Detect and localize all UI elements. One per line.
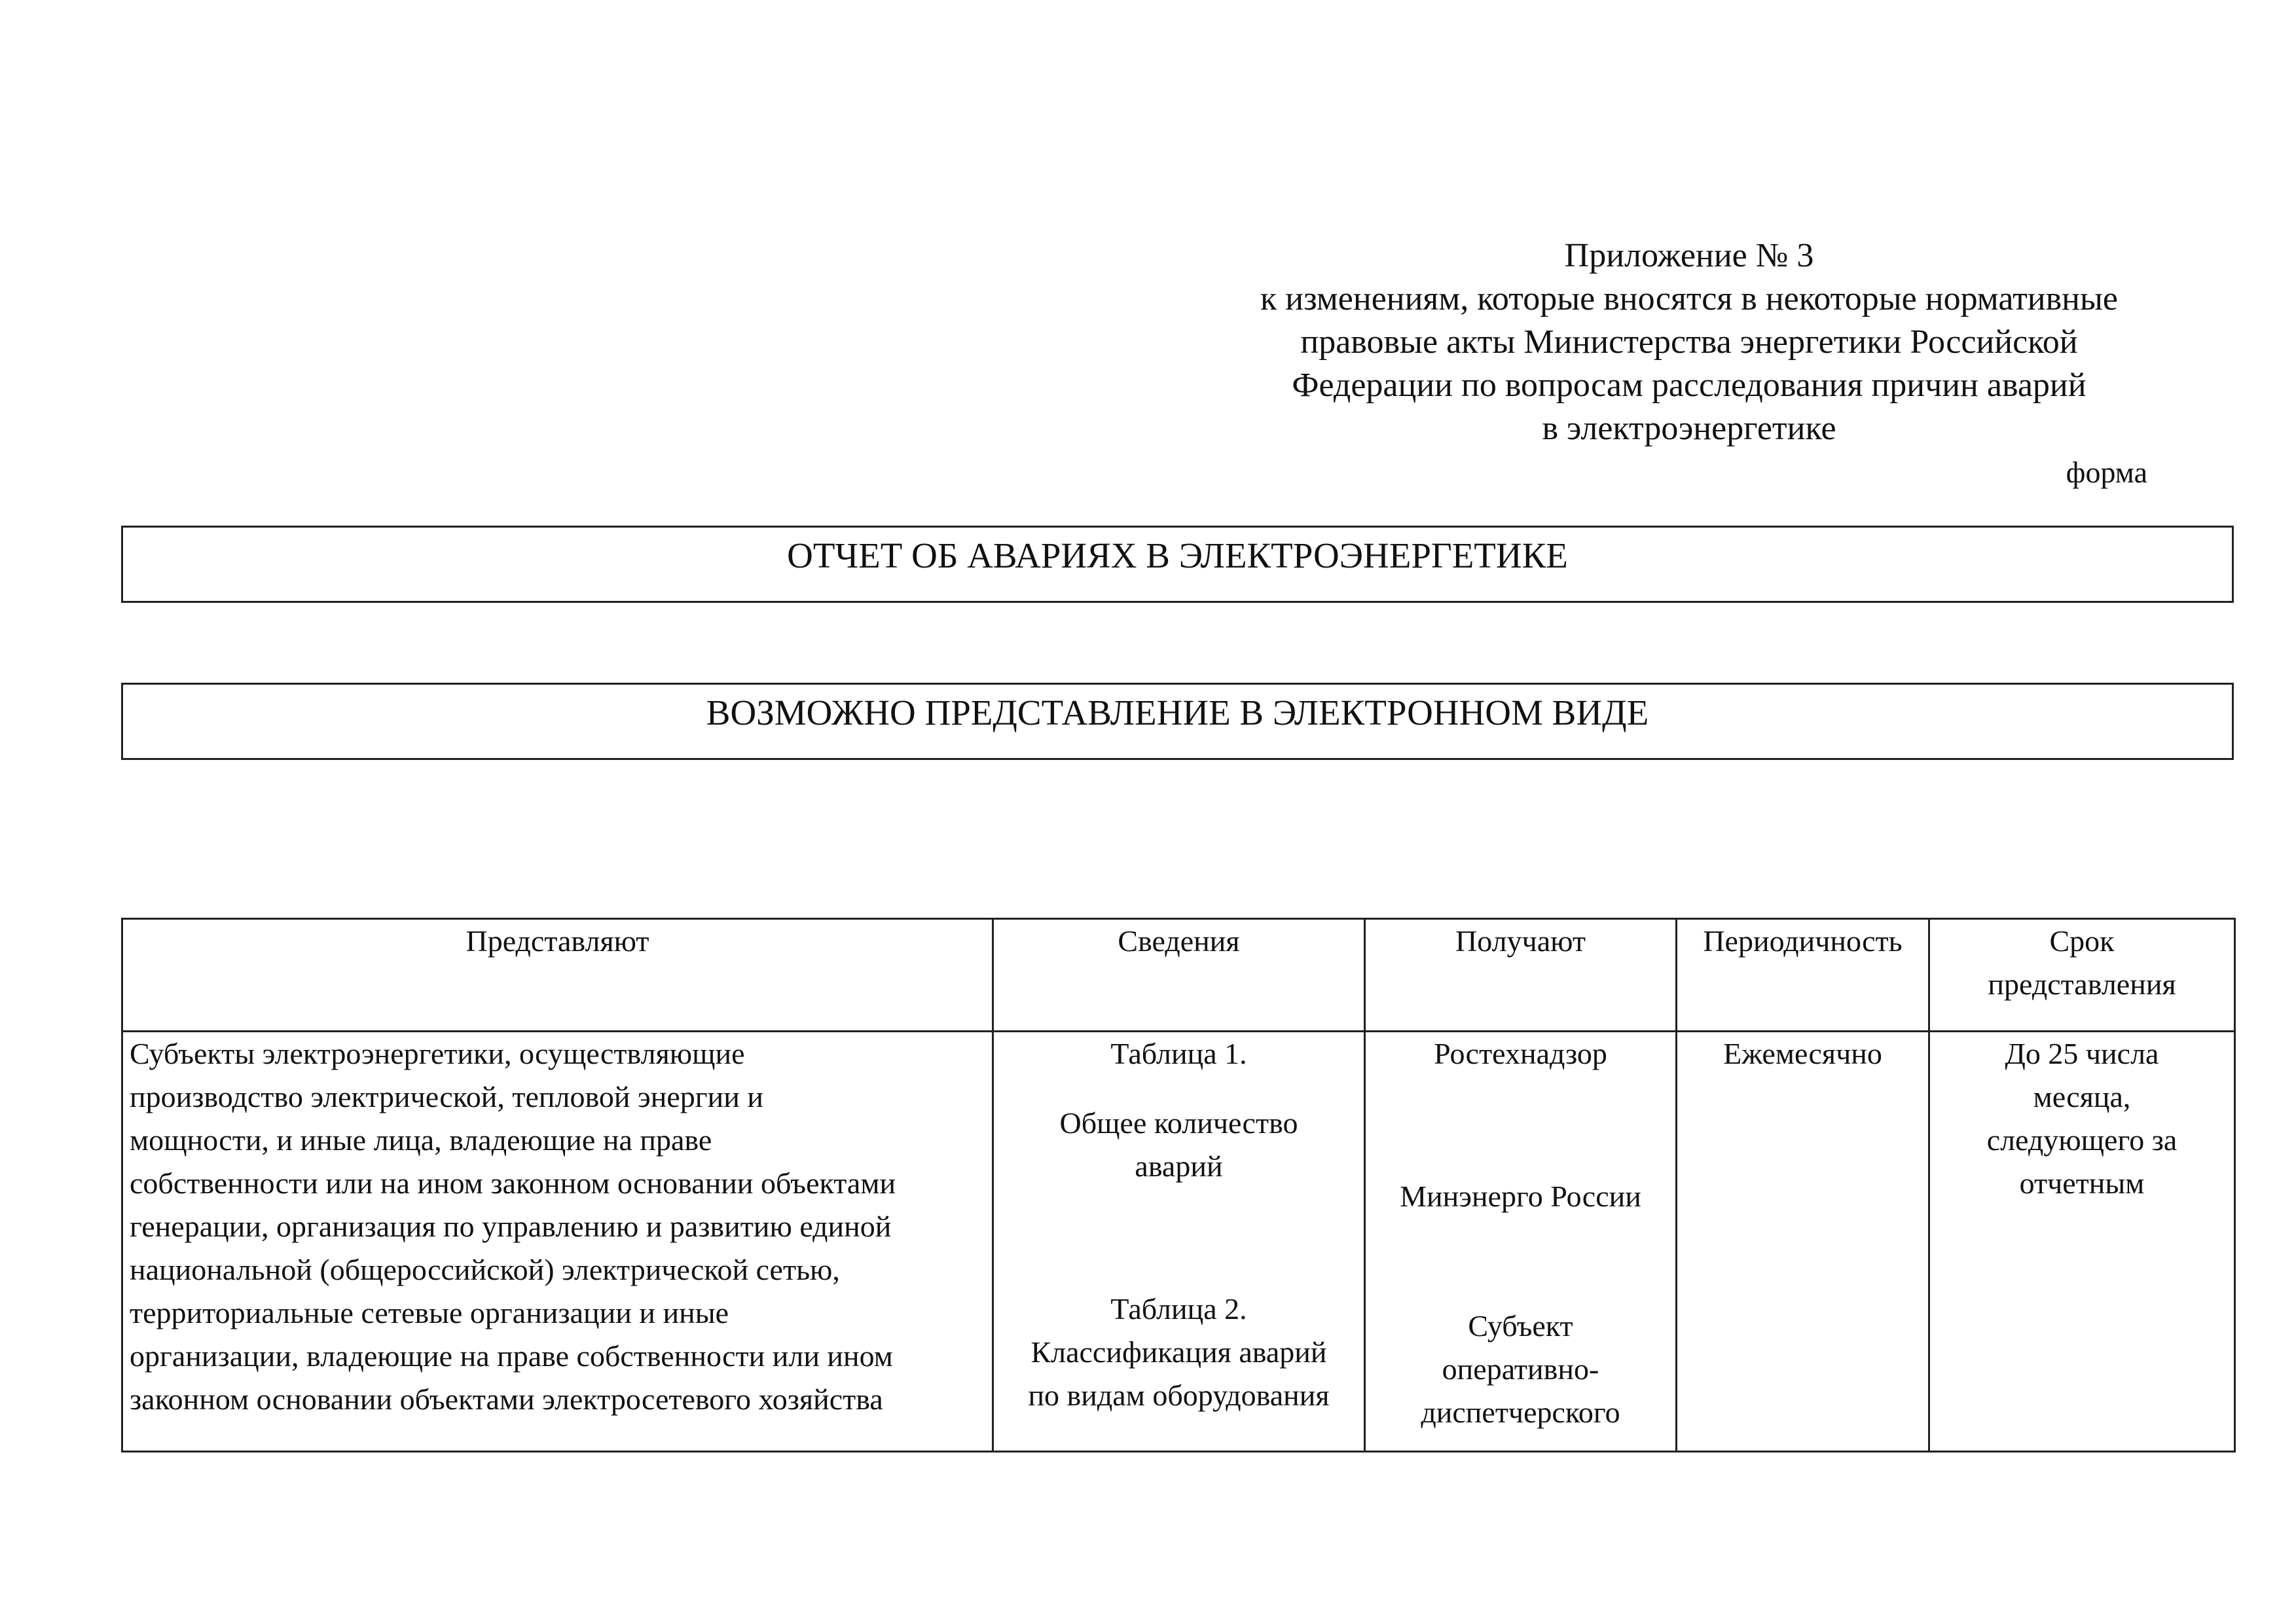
table2-description: по видам оборудования — [1028, 1379, 1330, 1412]
table2-label: Таблица 2. — [1110, 1292, 1247, 1326]
submitters-line: мощности, и иные лица, владеющие на праве — [130, 1123, 712, 1157]
periodicity-value: Ежемесячно — [1723, 1037, 1882, 1070]
cell-submitters — [122, 1032, 993, 1452]
table-row — [122, 1032, 2235, 1452]
header-info: Сведения — [993, 919, 1365, 1032]
header-deadline-line: Срок — [2049, 924, 2115, 958]
table1-description: аварий — [1135, 1149, 1223, 1183]
submitters-line: национальной (общероссийской) электрической сетью, — [130, 1253, 840, 1286]
report-title: ОТЧЕТ ОБ АВАРИЯХ В ЭЛЕКТРОЭНЕРГЕТИКЕ — [787, 535, 1568, 575]
annex-heading — [1178, 234, 2200, 450]
deadline-line: отчетным — [2019, 1166, 2145, 1200]
electronic-note: ВОЗМОЖНО ПРЕДСТАВЛЕНИЕ В ЭЛЕКТРОННОМ ВИДЕ — [706, 693, 1649, 732]
deadline-line: До 25 числа — [2005, 1037, 2159, 1070]
submitters-line: Субъекты электроэнергетики, осуществляющие — [130, 1037, 745, 1070]
electronic-note-box — [121, 683, 2234, 760]
header-deadline — [1929, 919, 2235, 1032]
table-header-row — [122, 919, 2235, 1032]
table1-description: Общее количество — [1059, 1106, 1298, 1140]
receiver-minenergo: Минэнерго России — [1400, 1180, 1641, 1213]
header-deadline-line: представления — [1988, 967, 2176, 1001]
cell-info — [993, 1032, 1365, 1452]
form-label: форма — [2066, 456, 2147, 489]
annex-subtitle-line: в электроэнергетике — [1542, 410, 1836, 447]
deadline-line: следующего за — [1986, 1123, 2178, 1157]
header-period: Периодичность — [1677, 919, 1929, 1032]
receiver-rostekhnadzor: Ростехнадзор — [1434, 1037, 1607, 1070]
submitters-line: законном основании объектами электросетевого хозяйства — [130, 1382, 883, 1416]
submitters-line: генерации, организация по управлению и развитию единой — [130, 1210, 892, 1243]
report-title-box — [121, 526, 2234, 603]
annex-subtitle-line: Федерации по вопросам расследования причин аварий — [1292, 367, 2086, 404]
receiver-dispatch-subject: Субъект — [1468, 1309, 1573, 1343]
cell-periodicity — [1677, 1032, 1929, 1452]
submitters-line: организации, владеющие на праве собственности или ином — [130, 1339, 893, 1373]
receiver-dispatch-subject: оперативно- — [1442, 1352, 1599, 1386]
deadline-line: месяца, — [2033, 1080, 2131, 1113]
header-receive: Получают — [1365, 919, 1677, 1032]
cell-receivers — [1365, 1032, 1677, 1452]
reporting-table — [121, 918, 2236, 1453]
submitters-line: производство электрической, тепловой энергии и — [130, 1080, 763, 1113]
receiver-dispatch-subject: диспетчерского — [1421, 1396, 1620, 1429]
submitters-line: территориальные сетевые организации и иные — [130, 1296, 729, 1329]
header-submit: Представляют — [122, 919, 993, 1032]
annex-subtitle-line: к изменениям, которые вносятся в некоторые нормативные — [1260, 280, 2119, 317]
annex-subtitle-line: правовые акты Министерства энергетики Российской — [1300, 323, 2078, 361]
annex-number: Приложение № 3 — [1564, 237, 1814, 274]
cell-deadline — [1929, 1032, 2235, 1452]
table1-label: Таблица 1. — [1110, 1037, 1247, 1070]
submitters-line: собственности или на ином законном основании объектами — [130, 1166, 896, 1200]
table2-description: Классификация аварий — [1030, 1335, 1327, 1369]
